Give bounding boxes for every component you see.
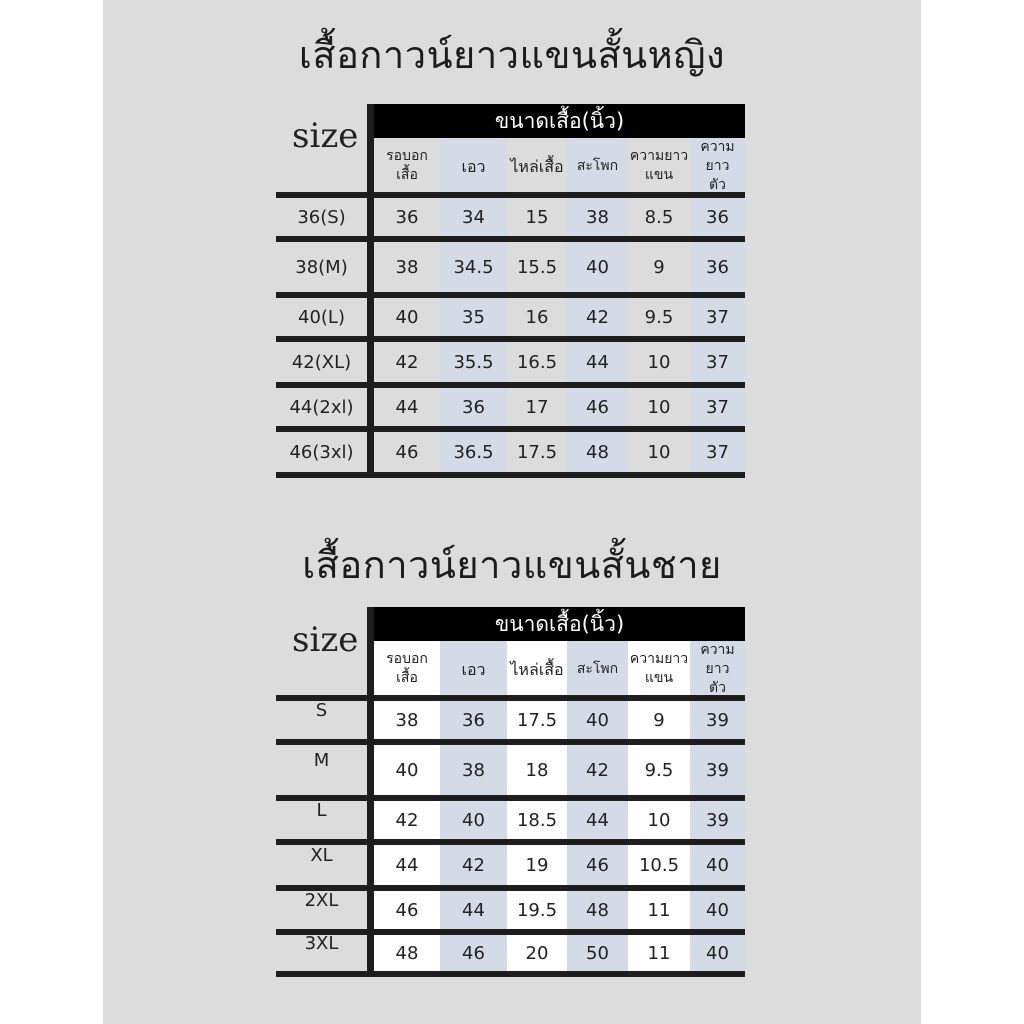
value-cell: 9 (653, 709, 665, 731)
size-cell: 42(XL) (291, 351, 352, 373)
value-cell: 10 (647, 441, 671, 463)
value-cell: 15.5 (516, 256, 558, 278)
value-cell: 40 (706, 854, 729, 876)
value-cell: 35.5 (453, 351, 494, 373)
value-cell: 39 (706, 709, 729, 731)
value-cell: 46 (462, 942, 485, 964)
value-cell: 36 (706, 206, 729, 228)
size-cell: 36(S) (297, 206, 346, 228)
value-cell: 40 (706, 899, 729, 921)
size-cell: S (315, 699, 328, 721)
value-cell: 38 (395, 256, 419, 278)
column-header: รอบอก เสื้อ (386, 148, 428, 183)
value-cell: 8.5 (644, 206, 674, 228)
size-cell: 44(2xl) (289, 396, 354, 418)
value-cell: 15 (525, 206, 549, 228)
men-table-header: ขนาดเสื้อ(นิ้ว) (374, 607, 745, 641)
column-header: เอว (461, 659, 486, 679)
value-cell: 40 (395, 306, 419, 328)
value-cell: 48 (586, 899, 609, 921)
column-header: ไหล่เสื้อ (510, 156, 564, 176)
value-cell: 39 (706, 759, 729, 781)
value-cell: 46 (395, 441, 419, 463)
value-cell: 37 (706, 396, 729, 418)
value-cell: 46 (586, 854, 609, 876)
value-cell: 38 (462, 759, 485, 781)
column-header: ความยาว แขน (629, 651, 689, 686)
value-cell: 40 (462, 809, 485, 831)
value-cell: 35 (462, 306, 485, 328)
value-cell: 36 (462, 709, 485, 731)
column-header: ความยาว ตัว (700, 641, 735, 696)
value-cell: 50 (586, 942, 609, 964)
men-size-table (276, 607, 745, 977)
row-divider (276, 472, 745, 478)
value-cell: 48 (395, 942, 419, 964)
value-cell: 9.5 (644, 306, 674, 328)
value-cell: 42 (586, 306, 609, 328)
value-cell: 11 (647, 942, 671, 964)
column-header: สะโพก (576, 157, 619, 174)
value-cell: 18 (525, 759, 549, 781)
value-cell: 34 (462, 206, 485, 228)
value-cell: 44 (462, 899, 485, 921)
value-cell: 36 (462, 396, 485, 418)
value-cell: 40 (706, 942, 729, 964)
value-cell: 19 (525, 854, 549, 876)
value-cell: 11 (647, 899, 671, 921)
value-cell: 36 (706, 256, 729, 278)
value-cell: 19.5 (516, 899, 558, 921)
value-cell: 38 (586, 206, 609, 228)
value-cell: 40 (586, 256, 609, 278)
column-header: ไหล่เสื้อ (510, 659, 564, 679)
vertical-divider (367, 607, 374, 977)
size-cell: 3XL (304, 932, 339, 954)
column-header: รอบอก เสื้อ (386, 651, 428, 686)
value-cell: 44 (586, 351, 609, 373)
value-cell: 18.5 (516, 809, 558, 831)
value-cell: 17.5 (516, 441, 558, 463)
column-header: เอว (461, 156, 486, 176)
women-title: เสื้อกาวน์ยาวแขนสั้นหญิง (298, 33, 726, 77)
value-cell: 36.5 (453, 441, 494, 463)
size-cell: 2XL (304, 889, 339, 911)
vertical-divider (367, 104, 374, 478)
size-cell: 38(M) (295, 256, 348, 278)
value-cell: 39 (706, 809, 729, 831)
column-header: ความยาว แขน (629, 148, 689, 183)
value-cell: 34.5 (453, 256, 494, 278)
size-cell: L (316, 799, 327, 821)
value-cell: 10 (647, 396, 671, 418)
value-cell: 42 (462, 854, 485, 876)
women-size-label: size (292, 116, 359, 156)
value-cell: 44 (395, 854, 419, 876)
row-divider (276, 971, 745, 977)
size-cell: M (313, 749, 330, 771)
value-cell: 42 (586, 759, 609, 781)
value-cell: 44 (586, 809, 609, 831)
value-cell: 46 (586, 396, 609, 418)
value-cell: 9 (653, 256, 665, 278)
size-cell: 46(3xl) (289, 441, 354, 463)
size-cell: XL (310, 844, 333, 866)
value-cell: 10.5 (638, 854, 680, 876)
women-table-header: ขนาดเสื้อ(นิ้ว) (374, 104, 745, 138)
value-cell: 16 (525, 306, 549, 328)
value-cell: 17.5 (516, 709, 558, 731)
value-cell: 42 (395, 809, 419, 831)
value-cell: 37 (706, 306, 729, 328)
value-cell: 48 (586, 441, 609, 463)
women-size-table (276, 104, 745, 478)
value-cell: 9.5 (644, 759, 674, 781)
column-header: สะโพก (576, 660, 619, 677)
column-header: ความยาว ตัว (700, 138, 735, 193)
value-cell: 37 (706, 351, 729, 373)
value-cell: 38 (395, 709, 419, 731)
value-cell: 10 (647, 809, 671, 831)
value-cell: 40 (586, 709, 609, 731)
men-size-label: size (292, 620, 359, 660)
value-cell: 40 (395, 759, 419, 781)
men-title: เสื้อกาวน์ยาวแขนสั้นชาย (302, 543, 722, 587)
value-cell: 36 (395, 206, 419, 228)
value-cell: 44 (395, 396, 419, 418)
size-cell: 40(L) (298, 306, 345, 328)
value-cell: 20 (525, 942, 549, 964)
value-cell: 16.5 (516, 351, 558, 373)
value-cell: 37 (706, 441, 729, 463)
value-cell: 46 (395, 899, 419, 921)
value-cell: 10 (647, 351, 671, 373)
value-cell: 42 (395, 351, 419, 373)
value-cell: 17 (525, 396, 549, 418)
